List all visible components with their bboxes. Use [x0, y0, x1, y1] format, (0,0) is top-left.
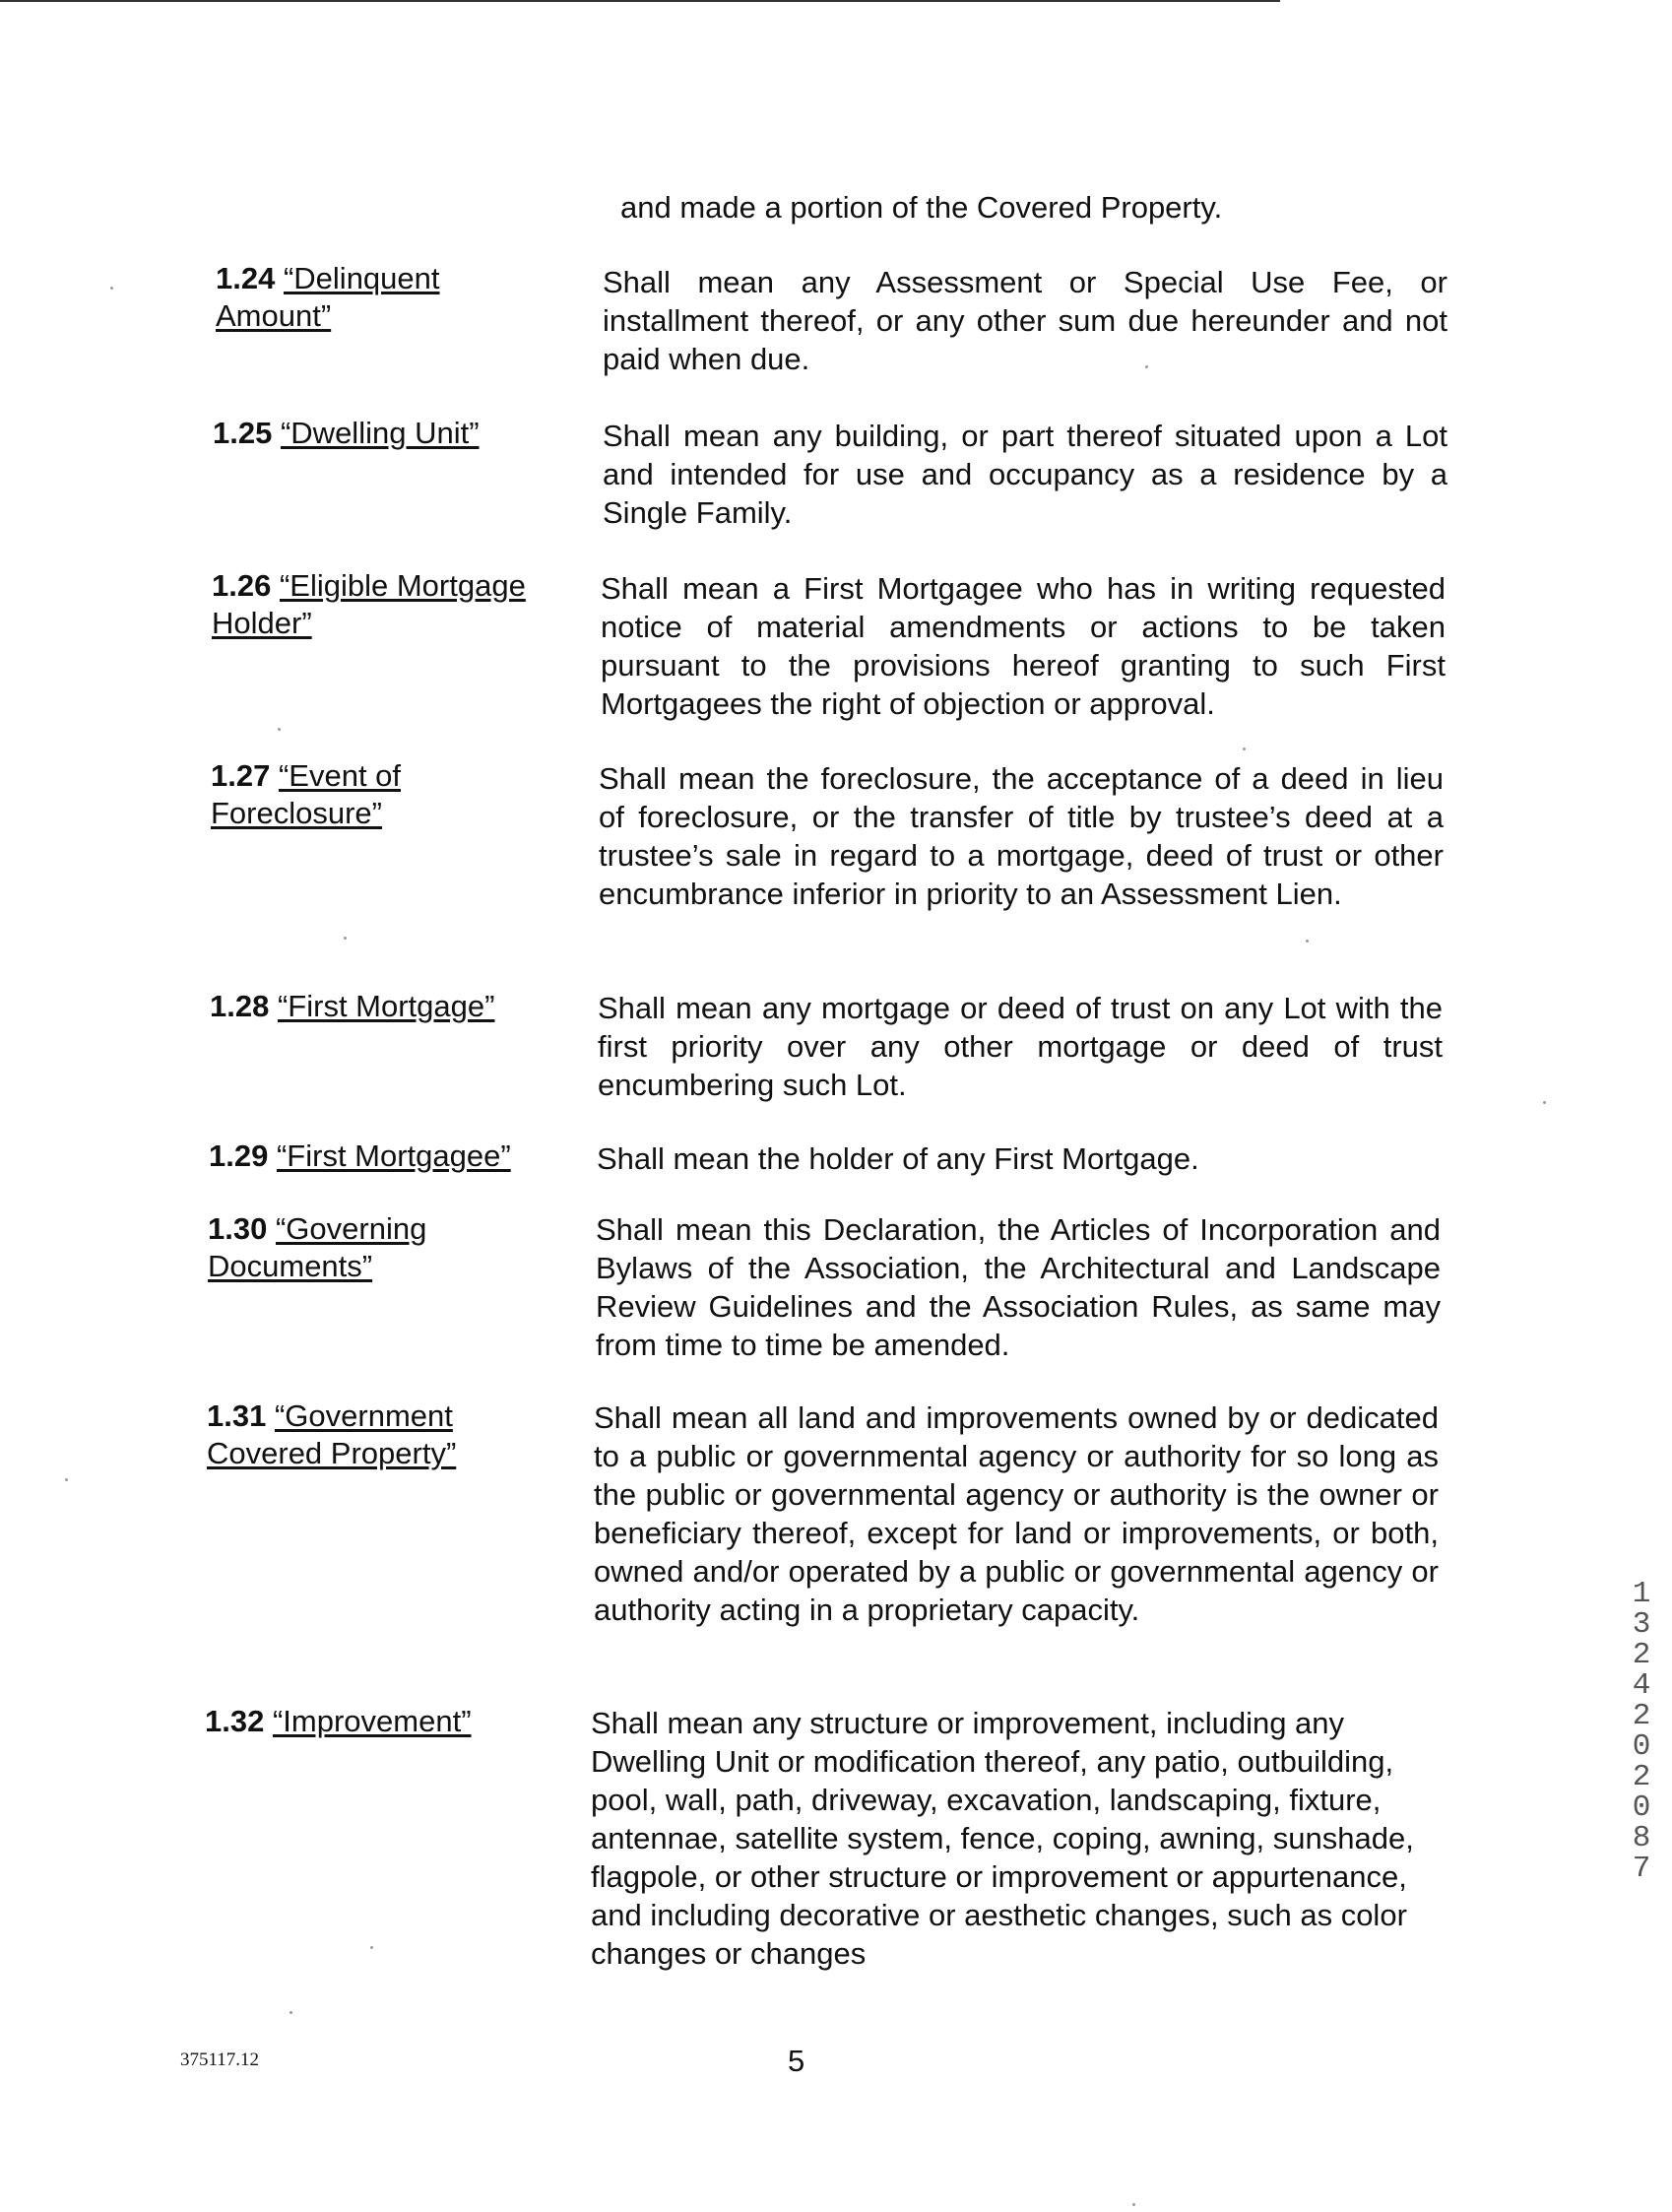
continuation-text: and made a portion of the Covered Property. — [620, 190, 1223, 225]
scan-speck — [65, 1478, 68, 1481]
term-1-32 — [205, 1703, 569, 1740]
term-number: 1.28 — [210, 989, 270, 1023]
document-code: 375117.12 — [180, 2049, 260, 2070]
term-number: 1.32 — [205, 1704, 265, 1738]
scan-speck — [278, 728, 281, 731]
term-1-28 — [210, 988, 574, 1025]
definition-1-32: Shall mean any structure or improvement, including any Dwelling Unit or modification thereof, any patio, outbuilding, pool, wall, path, driveway, excavation, landscaping, fixture, antennae, satellite system, fence, coping, awning, sunshade, flagpole, or other structure or improvement or appurtenance, and including decorative or aesthetic changes, such as color changes or changes — [591, 1706, 1414, 1971]
top-rule — [0, 0, 1280, 2]
term-1-31 — [207, 1398, 571, 1472]
scan-speck — [110, 287, 113, 290]
term-number: 1.26 — [212, 568, 272, 603]
scan-speck — [1145, 365, 1148, 368]
term-number: 1.29 — [209, 1139, 269, 1173]
term-number: 1.24 — [216, 261, 276, 295]
definition-1-26: Shall mean a First Mortgagee who has in writing requested notice of material amendments or actions to be taken pursuant to the provisions hereof granting to such First Mortgagees the right of objection or approval. — [601, 571, 1446, 721]
term-name: “First Mortgagee” — [276, 1139, 511, 1173]
term-name: Holder” — [212, 606, 312, 640]
term-number: 1.30 — [208, 1211, 268, 1246]
definition-1-29: Shall mean the holder of any First Mortgage. — [597, 1141, 1199, 1176]
term-name: “Event of — [278, 758, 402, 793]
scan-speck — [1132, 2203, 1135, 2206]
term-number: 1.27 — [211, 758, 271, 793]
term-1-26 — [212, 567, 576, 642]
definition-1-30: Shall mean this Declaration, the Articles of Incorporation and Bylaws of the Association, the Architectural and Landscape Review Guidelines and the Association Rules, as same may from time to time be amended. — [596, 1212, 1441, 1362]
scan-speck — [344, 937, 347, 940]
definition-1-31: Shall mean all land and improvements owned by or dedicated to a public or governmental agency or authority for so long as the public or governmental agency or authority is the owner or beneficiary thereof, except for land or improvements, or both, owned and/or operated by a public or governmental agency or authority acting in a proprietary capacity. — [594, 1400, 1439, 1627]
term-name: Foreclosure” — [211, 796, 382, 830]
term-name: Covered Property” — [207, 1436, 457, 1470]
term-name: “First Mortgage” — [277, 989, 495, 1023]
scan-speck — [370, 1946, 373, 1949]
term-name: Documents” — [208, 1249, 373, 1283]
scan-speck — [1543, 1101, 1546, 1104]
definition-1-28: Shall mean any mortgage or deed of trust on any Lot with the first priority over any other mortgage or deed of trust encumbering such Lot. — [598, 991, 1443, 1102]
term-name: “Dwelling Unit” — [280, 416, 480, 450]
margin-stamp: 13242 0 2087 — [1632, 1577, 1651, 1886]
term-name: “Delinquent — [283, 261, 440, 295]
term-1-25 — [213, 415, 577, 452]
term-1-30 — [208, 1210, 572, 1285]
term-name: “Eligible Mortgage — [279, 568, 526, 603]
term-name: “Governing — [275, 1211, 427, 1246]
term-name: “Improvement” — [272, 1704, 472, 1738]
term-number: 1.31 — [207, 1399, 267, 1433]
term-1-29 — [209, 1138, 573, 1175]
scan-speck — [289, 2011, 292, 2014]
definition-1-24: Shall mean any Assessment or Special Use Fee, or installment thereof, or any other sum due hereunder and not paid when due. — [603, 265, 1447, 376]
term-name: Amount” — [216, 298, 332, 333]
scan-speck — [1243, 748, 1246, 750]
term-number: 1.25 — [213, 416, 273, 450]
page-number: 5 — [788, 2044, 805, 2078]
term-name: “Government — [274, 1399, 453, 1433]
term-1-24 — [216, 260, 580, 335]
definition-1-25: Shall mean any building, or part thereof situated upon a Lot and intended for use and occupancy as a residence by a Single Family. — [603, 419, 1447, 530]
term-1-27 — [211, 757, 575, 832]
scan-speck — [1306, 940, 1309, 943]
definition-1-27: Shall mean the foreclosure, the acceptance of a deed in lieu of foreclosure, or the transfer of title by trustee’s deed at a trustee’s sale in regard to a mortgage, deed of trust or other encumbrance inferior in priority to an Assessment Lien. — [599, 761, 1444, 911]
